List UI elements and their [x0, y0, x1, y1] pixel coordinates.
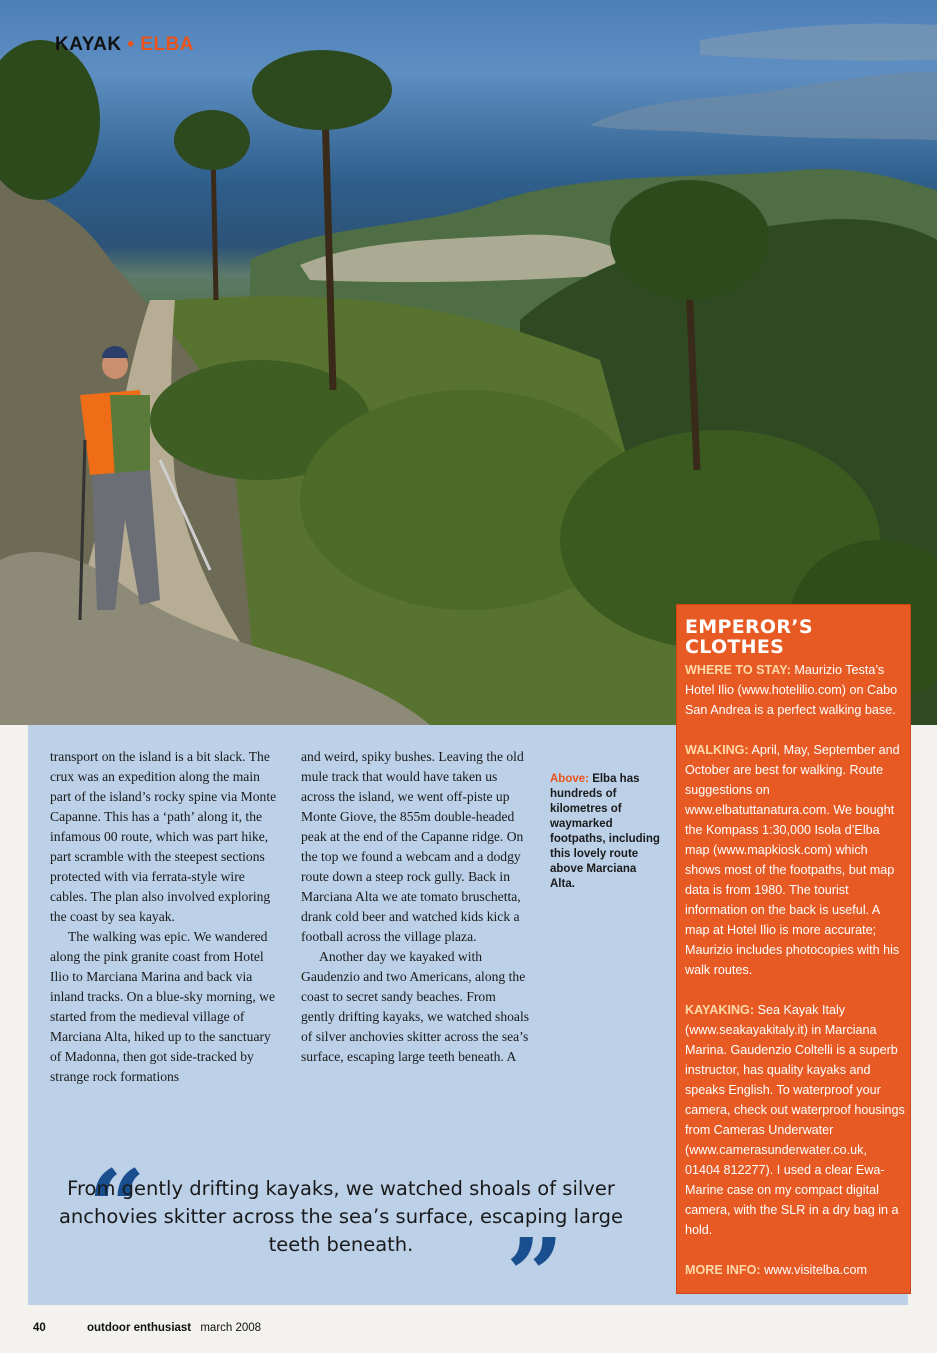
sidebar-section-more-info — [685, 1260, 905, 1280]
article-paragraph: and weird, spiky bushes. Leaving the old mule track that would have taken us across the island, we went off-piste up Monte Giove, the 855m double-headed peak at the end of the Capanne ridge. On the top we found a webcam and a dodgy route down a steep rock gully. Back in Marciana Alta we ate tomato bruschetta, drank cold beer and watched kids kick a football across the village plaza. — [301, 749, 524, 944]
article-column-2 — [301, 747, 531, 1067]
photo-caption — [550, 772, 660, 892]
sidebar-section-text: Sea Kayak Italy (www.seakayakitaly.it) in Marciana Marina. Gaudenzio Coltelli is a superb instructor, has quality kayaks and speaks English. To waterproof your camera, check out waterproof housings from Cameras Underwater (www.camerasunderwater.co.uk, 01404 812277). I used a clear Ewa-Marine case on my compact digital camera, with the SLR in a dry bag in a hold. — [685, 1003, 905, 1237]
sidebar-section-stay — [685, 660, 905, 720]
article-paragraph: transport on the island is a bit slack. The crux was an expedition along the main part of the island’s rocky spine via Monte Capanne. This has a ‘path’ along it, the infamous 00 route, which was part hike, part scramble with the steepest sections protected with via ferrata-style wire cables. The plan also involved exploring the coast by sea kayak. — [50, 749, 277, 924]
section-header — [55, 34, 194, 56]
sidebar-section-label: WHERE TO STAY: — [685, 663, 791, 677]
issue-date: march 2008 — [200, 1322, 262, 1334]
info-sidebar — [677, 605, 910, 1293]
magazine-name: outdoor enthusiast — [87, 1322, 192, 1334]
pull-quote: From gently drifting kayaks, we watched shoals of silver anchovies skitter across the sea’s surface, escaping large teeth beneath. — [58, 1177, 623, 1256]
page-number: 40 — [33, 1322, 46, 1334]
article-column-1 — [50, 747, 280, 1087]
sidebar-section-text: www.visitelba.com — [764, 1263, 867, 1277]
sidebar-section-kayaking — [685, 1000, 905, 1240]
page-footer — [33, 1322, 261, 1334]
article-paragraph: The walking was epic. We wandered along the pink granite coast from Hotel Ilio to Marciana Marina and back via inland tracks. On a blue-sky morning, we started from the medieval village of Marciana Alta, hiked up to the sanctuary of Madonna, then got side-tracked by strange rock formations — [50, 929, 276, 1084]
sidebar-body — [685, 660, 905, 1300]
section-separator: • — [127, 34, 135, 55]
caption-text: Elba has hundreds of kilometres of waymarked footpaths, including this lovely route above Marciana Alta. — [550, 773, 660, 890]
open-quote-icon: “ — [88, 1148, 146, 1266]
sidebar-title: EMPEROR’S CLOTHES — [685, 616, 813, 658]
sidebar-section-label: MORE INFO: — [685, 1263, 761, 1277]
sidebar-section-label: WALKING: — [685, 743, 749, 757]
sidebar-section-text: Maurizio Testa’s Hotel Ilio (www.hotelilio.com) on Cabo San Andrea is a perfect walking base. — [685, 663, 898, 717]
sidebar-section-text: April, May, September and October are best for walking. Route suggestions on www.elbatuttanatura.com. We bought the Kompass 1:30,000 Isola d’Elba map (www.mapkiosk.com) which shows most of the footpaths, but map data is from 1980. The tourist information on the back is useful. A map at Hotel Ilio is more accurate; Maurizio includes photocopies with his walk routes. — [685, 743, 900, 977]
section-label: KAYAK — [55, 34, 122, 55]
article-paragraph: Another day we kayaked with Gaudenzio and two Americans, along the coast to secret sandy beaches. From gently drifting kayaks, we watched shoals of silver anchovies skitter across the sea’s surface, escaping large teeth beneath. A — [301, 949, 530, 1064]
sidebar-section-walking — [685, 740, 905, 980]
caption-label: Above: — [550, 773, 589, 785]
section-sublabel: ELBA — [140, 34, 195, 55]
close-quote-icon: ” — [506, 1216, 564, 1334]
sidebar-section-label: KAYAKING: — [685, 1003, 755, 1017]
